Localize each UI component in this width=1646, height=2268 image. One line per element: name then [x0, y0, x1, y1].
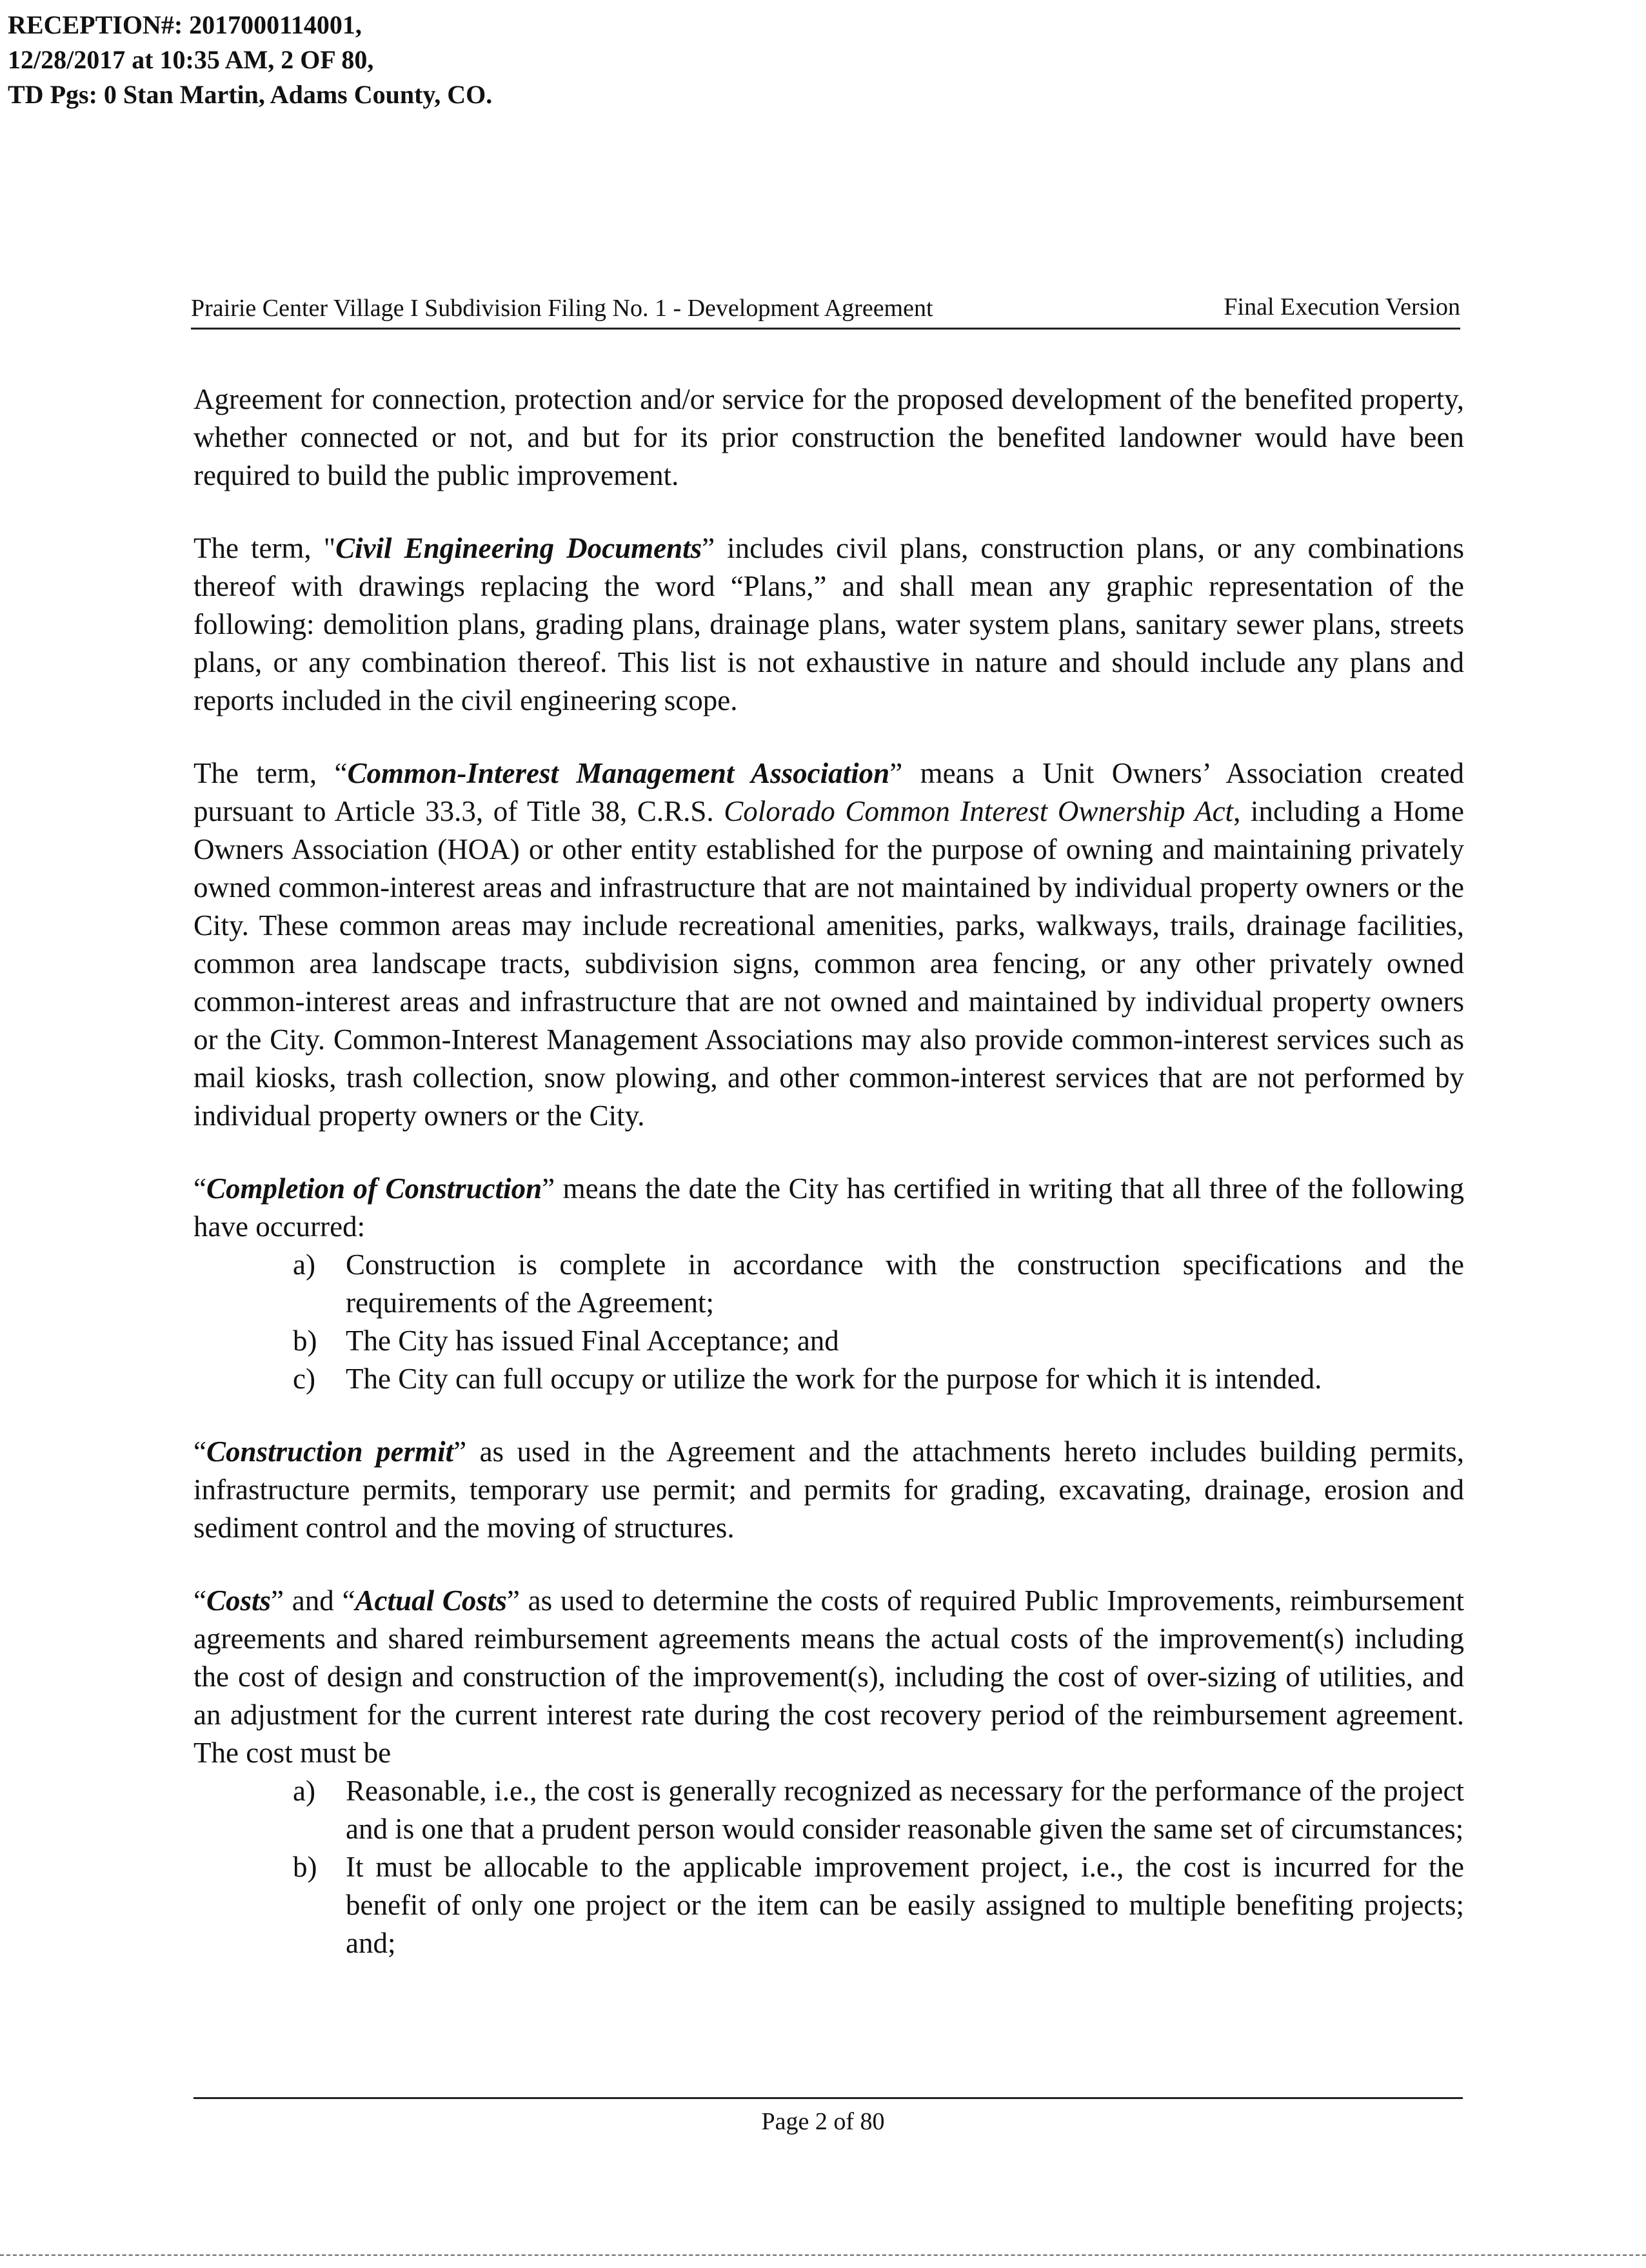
definition-common-interest-management-association [193, 754, 1464, 1135]
text-fragment: ” includes civil plans, construction plans, or any combinations thereof with drawings replacing the word “Plans,” and shall mean any graphic representation of the following: demolition plans, grading plans, drainage plans, water system plans, sanitary sewer plans, streets plans, or any combination thereof. This list is not exhaustive in nature and should include any plans and reports included in the civil engineering scope. [193, 532, 1464, 716]
definition-civil-engineering-documents [193, 529, 1464, 720]
defined-term: Actual Costs [355, 1584, 507, 1617]
stamp-line-3: TD Pgs: 0 Stan Martin, Adams County, CO. [8, 80, 493, 109]
definition-completion-of-construction [193, 1170, 1464, 1246]
footer-rule [193, 2097, 1463, 2099]
defined-term: Civil Engineering Documents [335, 532, 702, 564]
list-item [193, 1322, 1464, 1360]
defined-term: Construction permit [206, 1435, 454, 1468]
header-version: Final Execution Version [1224, 293, 1460, 320]
list-label: a) [293, 1775, 315, 1807]
list-text: It must be allocable to the applicable improvement project, i.e., the cost is incurred for the benefit of only one project or the item can be easily assigned to multiple benefiting projects; and; [346, 1851, 1464, 1959]
text-fragment: ” means the date the City has certified in writing that all three of the following have occurred: [193, 1172, 1464, 1243]
header-title: Prairie Center Village I Subdivision Filing No. 1 - Development Agreement [191, 295, 933, 322]
stamp-line-1: RECEPTION#: 2017000114001, [8, 10, 362, 39]
text-fragment: ” as used to determine the costs of required Public Improvements, reimbursement agreements and shared reimbursement agreements means the actual costs of the improvement(s) including the cost of design and construction of the improvement(s), including the cost of over-sizing of utilities, and an adjustment for the current interest rate during the cost recovery period of the reimbursement agreement. The cost must be [193, 1584, 1465, 1769]
page-number: Page 2 of 80 [761, 2108, 885, 2135]
text-fragment: ” and “ [271, 1584, 355, 1617]
list-label: a) [293, 1248, 315, 1281]
stamp-line-2: 12/28/2017 at 10:35 AM, 2 OF 80, [8, 45, 374, 74]
cost-requirements-list [193, 1772, 1464, 1962]
text-fragment: , including a Home Owners Association (HOA) or other entity established for the purpose of owning and maintaining privately owned common-interest areas and infrastructure that are not maintained by individual property owners or the City. These common areas may include recreational amenities, parks, walkways, trails, drainage facilities, common area landscape tracts, subdivision signs, common area fencing, or any other privately owned common-interest areas and infrastructure that are not owned and maintained by individual property owners or the City. Common-Interest Management Associations may also provide common-interest services such as mail kiosks, trash collection, snow plowing, and other common-interest services that are not performed by individual property owners or the City. [193, 795, 1465, 1132]
page-header [191, 291, 1460, 330]
definition-costs [193, 1582, 1464, 1772]
list-text: Construction is complete in accordance with the construction specifications and the requirements of the Agreement; [346, 1248, 1464, 1319]
text-fragment: “ [193, 1435, 206, 1468]
definition-construction-permit [193, 1433, 1464, 1547]
completion-conditions-list [193, 1246, 1464, 1398]
list-item [193, 1848, 1464, 1962]
document-body [193, 380, 1464, 1997]
list-item [193, 1246, 1464, 1322]
text-fragment: The term, " [193, 532, 336, 564]
list-text: The City can full occupy or utilize the work for the purpose for which it is intended. [346, 1363, 1322, 1395]
act-title: Colorado Common Interest Ownership Act [724, 795, 1234, 827]
text-fragment: ” means a Unit Owners’ Association created pursuant to Article 33.3, of Title 38, C.R.S. [193, 757, 1464, 827]
text-fragment: The term, “ [193, 757, 348, 789]
list-label: c) [293, 1363, 315, 1395]
scan-edge-artifact [0, 2254, 1646, 2256]
list-label: b) [293, 1325, 317, 1357]
defined-term: Completion of Construction [206, 1172, 542, 1205]
defined-term: Common-Interest Management Association [347, 757, 890, 789]
defined-term: Costs [206, 1584, 272, 1617]
reception-stamp [8, 8, 492, 112]
text-fragment: “ [193, 1584, 206, 1617]
text-fragment: ” as used in the Agreement and the attachments hereto includes building permits, infrastructure permits, temporary use permit; and permits for grading, excavating, drainage, erosion and sediment control and the moving of structures. [193, 1435, 1465, 1544]
list-text: The City has issued Final Acceptance; and [346, 1325, 839, 1357]
list-text: Reasonable, i.e., the cost is generally recognized as necessary for the performance of the project and is one that a prudent person would consider reasonable given the same set of circumstances; [346, 1775, 1464, 1845]
list-item [193, 1772, 1464, 1848]
list-item [193, 1360, 1464, 1398]
list-label: b) [293, 1851, 317, 1883]
text-fragment: “ [193, 1172, 206, 1205]
paragraph-continuation: Agreement for connection, protection and/or service for the proposed development of the benefited property, whether connected or not, and but for its prior construction the benefited landowner would have been required to build the public improvement. [193, 383, 1464, 491]
